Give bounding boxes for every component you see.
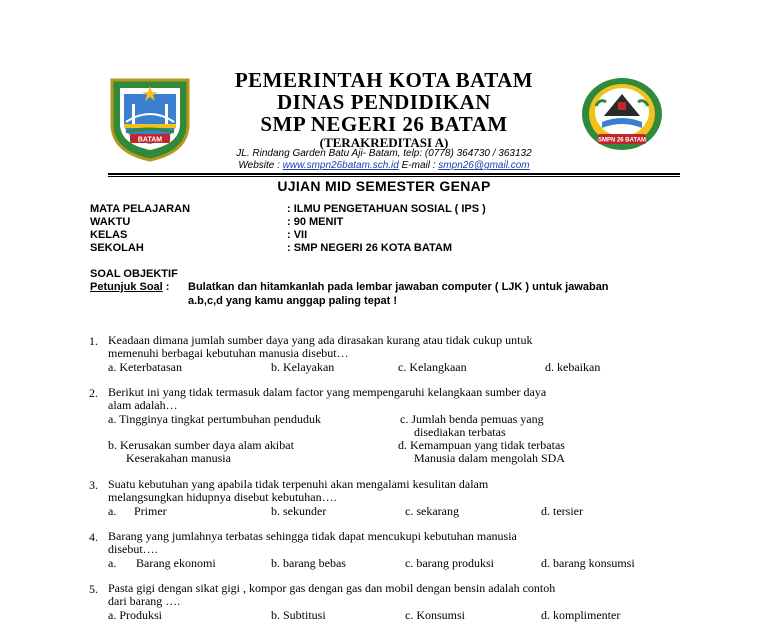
right-logo-text: SMPN 26 BATAM [597, 137, 647, 144]
question-number: 4. [89, 530, 98, 544]
option-c: c. barang produksi [405, 556, 494, 570]
question-text-line-1: Keadaan dimana jumlah sumber daya yang ada dirasakan kurang atau tidak cukup untuk [108, 333, 533, 347]
website-link[interactable]: www.smpn26batam.sch.id [282, 160, 399, 171]
option-c: c. Kelangkaan [398, 360, 467, 374]
question-text-line-1: Pasta gigi dengan sikat gigi , kompor gas dengan gas dan mobil dengan bensin adalah contoh [108, 581, 556, 595]
info-label: SEKOLAH [90, 242, 144, 254]
instructions-label-wrap [90, 281, 169, 293]
option-c-cont: disediakan terbatas [414, 425, 506, 439]
option-b: b. barang bebas [271, 556, 346, 570]
option-d: d. tersier [541, 504, 583, 518]
option-b: b. Subtitusi [271, 608, 326, 622]
option-c: c. sekarang [405, 504, 459, 518]
instructions-label: Petunjuk Soal [90, 281, 163, 293]
header-rule-thick [108, 173, 680, 175]
option-d-cont: Manusia dalam mengolah SDA [414, 451, 565, 465]
info-value: : SMP NEGERI 26 KOTA BATAM [287, 242, 453, 254]
question-text-line-1: Suatu kebutuhan yang apabila tidak terpenuhi akan mengalami kesulitan dalam [108, 477, 489, 491]
option-a: a. Keterbatasan [108, 360, 182, 374]
option-b-cont: Keserakahan manusia [126, 451, 231, 465]
school-address: JL. Rindang Garden Batu Aji- Batam, telp: (0778) 364730 / 363132 [236, 148, 532, 159]
option-a: a. Produksi [108, 608, 162, 622]
section-title: SOAL OBJEKTIF [90, 268, 178, 280]
instructions-line-1: Bulatkan dan hitamkanlah pada lembar jawaban computer ( LJK ) untuk jawaban [188, 281, 609, 293]
question-text-line-2: melangsungkan hidupnya disebut kebutuhan…. [108, 490, 337, 504]
info-label: WAKTU [90, 216, 131, 228]
info-value: : ILMU PENGETAHUAN SOSIAL ( IPS ) [287, 203, 486, 215]
header-rule-thin [108, 176, 680, 177]
option-c: c. Jumlah benda pemuas yang [400, 412, 544, 426]
option-b: b. Kerusakan sumber daya alam akibat [108, 438, 294, 452]
instructions-sep: : [162, 281, 170, 293]
left-logo-text: BATAM [137, 136, 163, 144]
email-label: E-mail : [398, 160, 439, 171]
contact-line [0, 160, 768, 171]
option-d: d. komplimenter [541, 608, 621, 622]
question-text-line-1: Berikut ini yang tidak termasuk dalam factor yang mempengaruhi kelangkaan sumber daya [108, 385, 547, 399]
info-value: : 90 MENIT [287, 216, 344, 228]
exam-title: UJIAN MID SEMESTER GENAP [277, 178, 491, 194]
question-number: 3. [89, 478, 98, 492]
info-value: : VII [287, 229, 308, 241]
option-b: b. Kelayakan [271, 360, 335, 374]
letterhead-line-3: SMP NEGERI 26 BATAM [260, 112, 508, 136]
option-a: a. Tingginya tingkat pertumbuhan penduduk [108, 412, 321, 426]
letterhead-line-1: PEMERINTAH KOTA BATAM [234, 68, 534, 92]
email-link[interactable]: smpn26@gmail.com [438, 160, 530, 171]
question-text-line-1: Barang yang jumlahnya terbatas sehingga tidak dapat mencukupi kebutuhan manusia [108, 529, 517, 543]
option-a: Primer [134, 504, 167, 518]
option-b: b. sekunder [271, 504, 327, 518]
option-d: d. Kemampuan yang tidak terbatas [398, 438, 565, 452]
instructions-line-2: a.b,c,d yang kamu anggap paling tepat ! [188, 295, 398, 307]
question-text-line-2: alam adalah… [108, 398, 178, 412]
letterhead-line-2: DINAS PENDIDIKAN [277, 90, 491, 114]
question-text-line-2: memenuhi berbagai kebutuhan manusia disebut… [108, 346, 349, 360]
option-d: d. kebaikan [545, 360, 601, 374]
option-a: Barang ekonomi [136, 556, 216, 570]
option-d: d. barang konsumsi [541, 556, 635, 570]
info-label: KELAS [90, 229, 128, 241]
info-label: MATA PELAJARAN [90, 203, 191, 215]
question-number: 2. [89, 386, 98, 400]
question-number: 1. [89, 334, 98, 348]
question-number: 5. [89, 582, 98, 596]
question-text-line-2: disebut…. [108, 542, 158, 556]
option-a-letter: a. [108, 504, 117, 518]
question-text-line-2: dari barang …. [108, 594, 181, 608]
option-a-letter: a. [108, 556, 117, 570]
accreditation: (TERAKREDITASI A) [319, 135, 449, 150]
option-c: c. Konsumsi [405, 608, 465, 622]
website-label: Website : [238, 160, 283, 171]
